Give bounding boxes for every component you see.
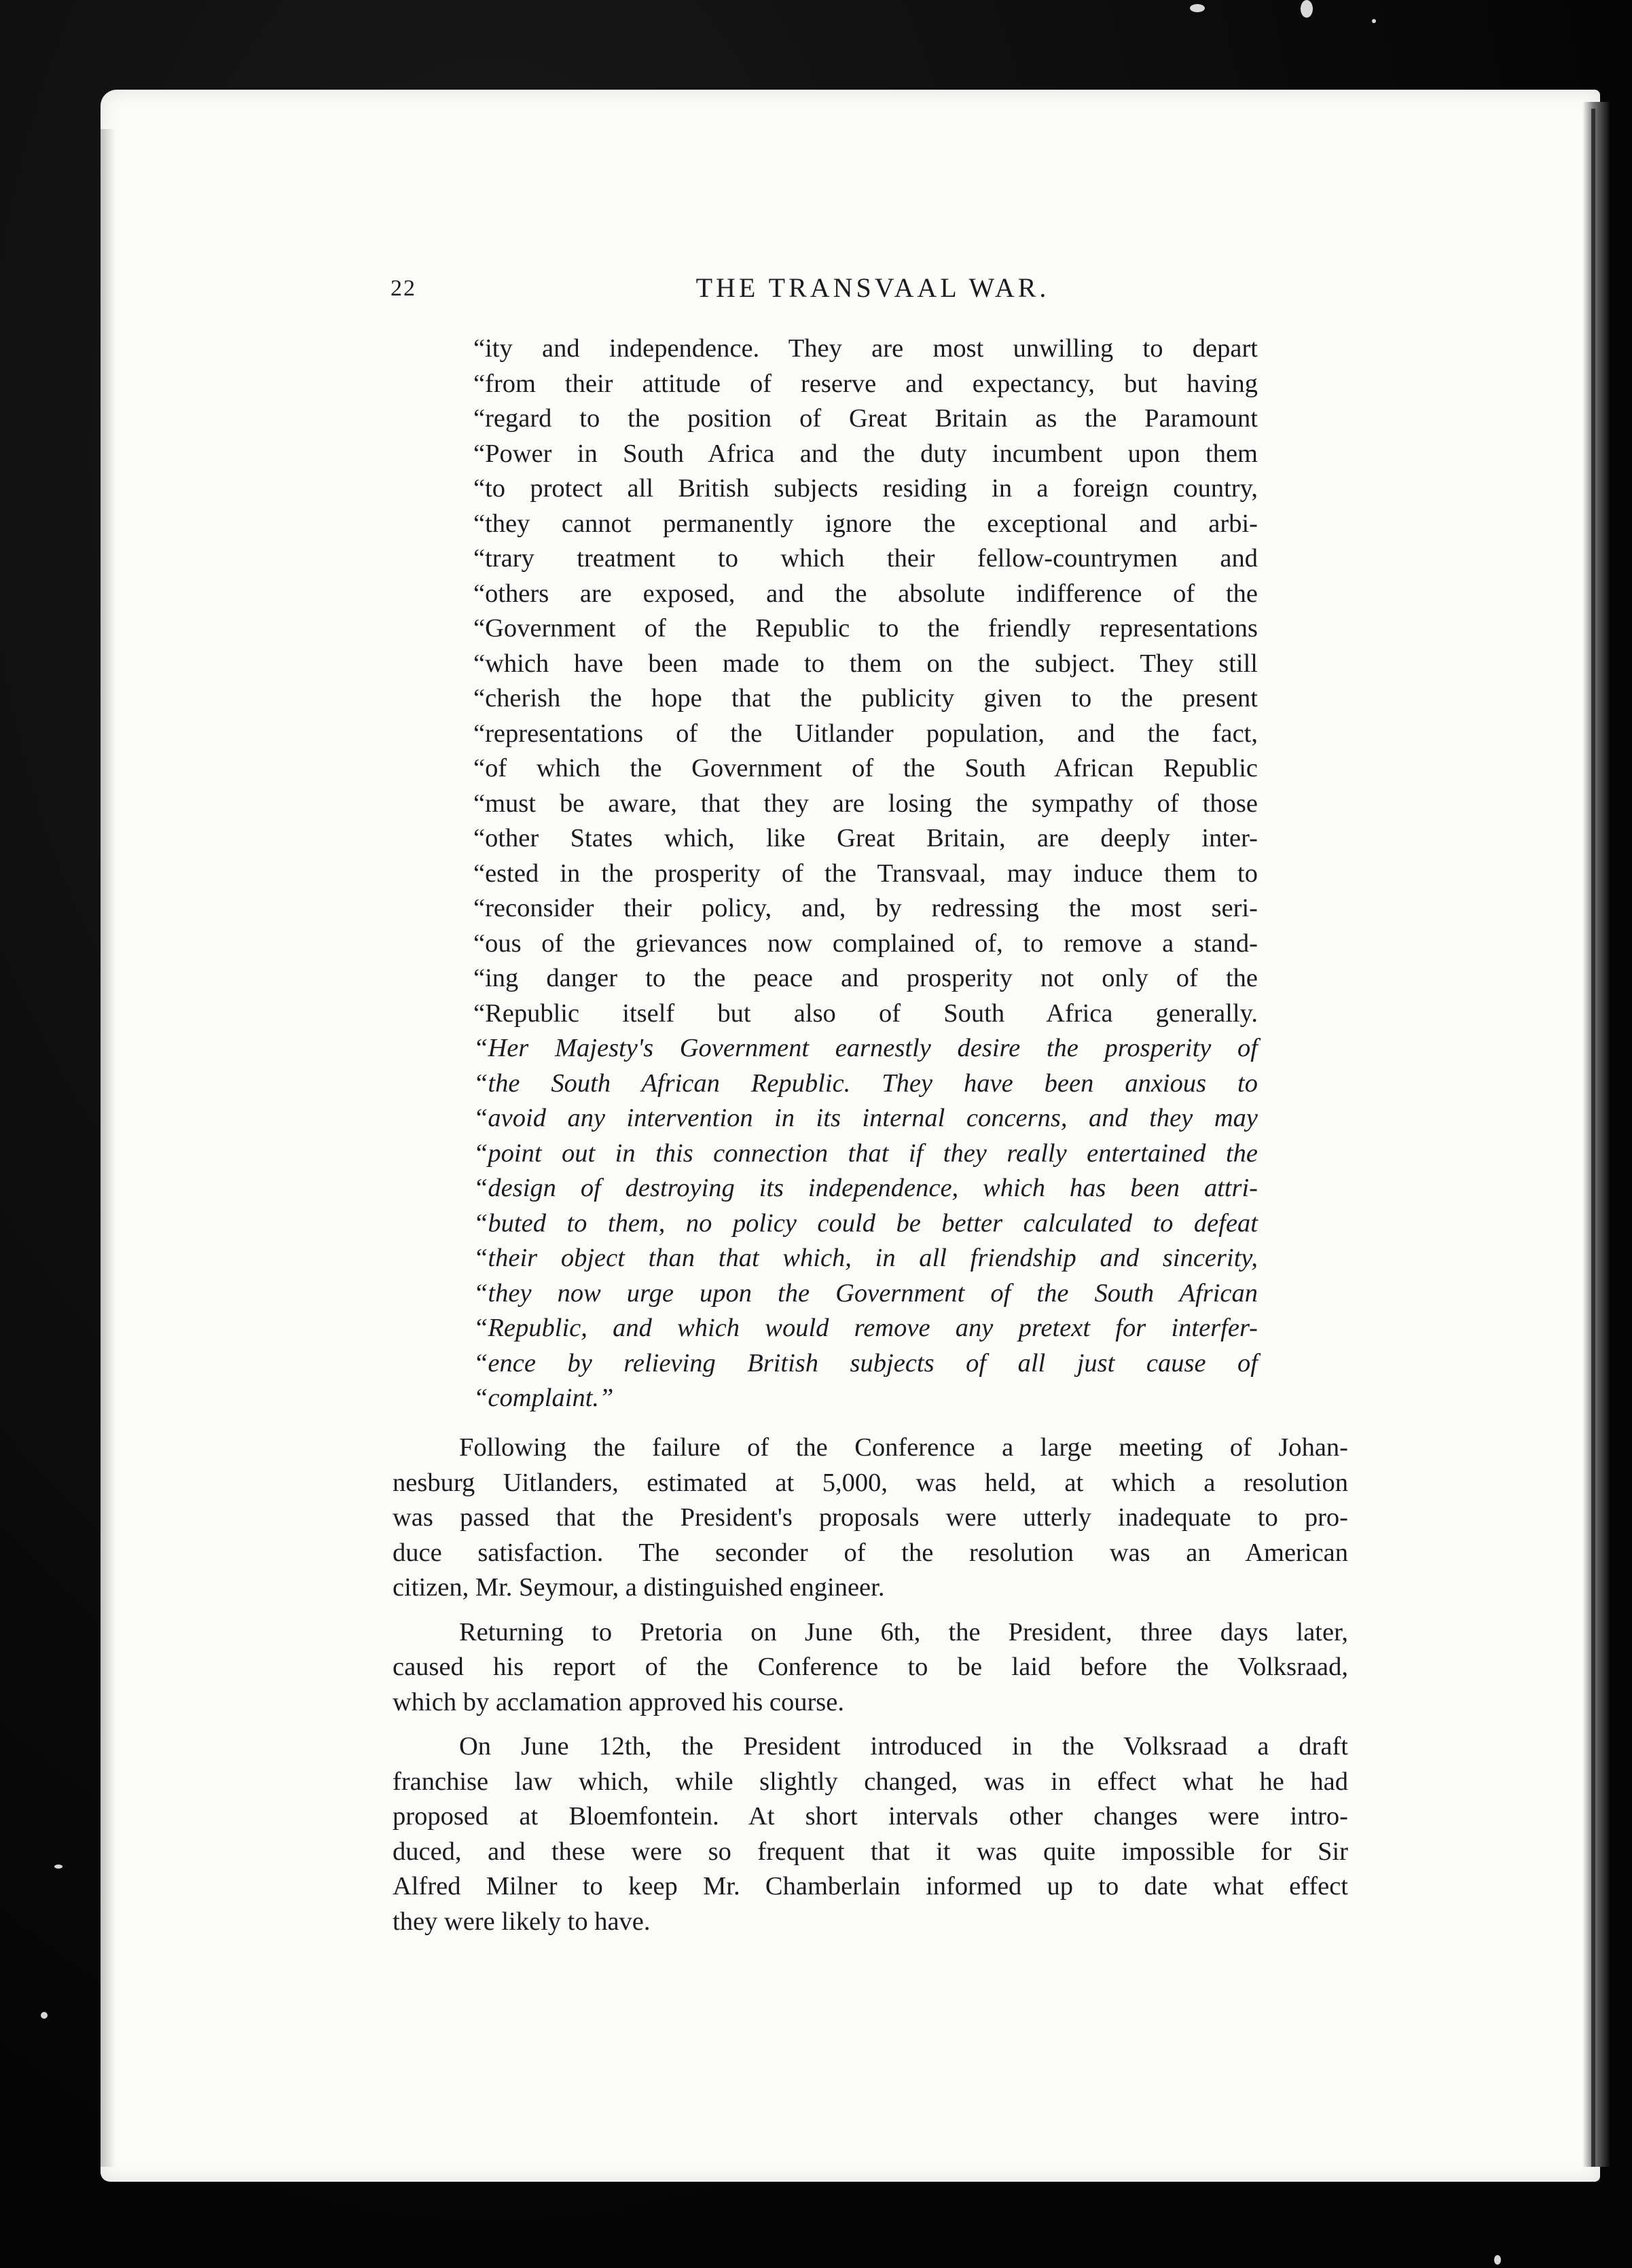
paragraph-line: was passed that the President's proposals were utterly inadequate to pro- — [393, 1503, 1348, 1532]
paragraph-franchise-law — [393, 1729, 1348, 1939]
quote-line: “must be aware, that they are losing the sympathy of those — [473, 789, 1258, 818]
paragraph-line: citizen, Mr. Seymour, a distinguished engineer. — [393, 1573, 885, 1602]
quote-italic-line: “Republic, and which would remove any pretext for interfer- — [473, 1314, 1258, 1342]
paragraph-line: Alfred Milner to keep Mr. Chamberlain informed up to date what effect — [393, 1872, 1348, 1901]
quoted-despatch — [473, 331, 1258, 1416]
page-right-gutter — [1582, 102, 1610, 2167]
quote-line: “cherish the hope that the publicity given to the present — [473, 684, 1258, 713]
quote-italic-line: “Her Majesty's Government earnestly desire the prosperity of — [473, 1034, 1258, 1062]
paragraph-line: proposed at Bloemfontein. At short intervals other changes were intro- — [393, 1802, 1348, 1831]
quote-line: “ing danger to the peace and prosperity not only of the — [473, 964, 1258, 992]
quote-line: “ous of the grievances now complained of, to remove a stand- — [473, 929, 1258, 958]
paragraph-line: caused his report of the Conference to be laid before the Volksraad, — [393, 1653, 1348, 1681]
page-left-edge — [101, 129, 115, 2167]
paragraph-line: duce satisfaction. The seconder of the resolution was an American — [393, 1538, 1348, 1567]
quote-line: “ity and independence. They are most unwilling to depart — [473, 334, 1258, 363]
quote-italic-line: “ence by relieving British subjects of all just cause of — [473, 1348, 1258, 1378]
scan-speck — [54, 1865, 62, 1869]
scan-speck — [1372, 19, 1376, 23]
paragraph-conference-meeting — [393, 1430, 1348, 1606]
quote-line: “others are exposed, and the absolute indifference of the — [473, 579, 1258, 608]
quote-line: “Power in South Africa and the duty incumbent upon them — [473, 439, 1258, 468]
quote-line: “regard to the position of Great Britain as the Paramount — [473, 404, 1258, 433]
paragraph-return-to-pretoria — [393, 1615, 1348, 1721]
paragraph-line: franchise law which, while slightly changed, was in effect what he had — [393, 1767, 1348, 1796]
quote-line: “they cannot permanently ignore the exceptional and arbi- — [473, 509, 1258, 538]
quote-italic-line: “the South African Republic. They have been anxious to — [473, 1068, 1258, 1098]
quote-italic-line: “buted to them, no policy could be better calculated to defeat — [473, 1208, 1258, 1238]
quote-italic-line: “they now urge upon the Government of the South African — [473, 1278, 1258, 1308]
scan-speck — [1494, 2255, 1501, 2265]
quote-line: “reconsider their policy, and, by redressing the most seri- — [473, 894, 1258, 922]
page-header — [391, 272, 1355, 312]
paragraph-line: On June 12th, the President introduced in the Volksraad a draft — [459, 1732, 1348, 1761]
quote-italic-line: “avoid any intervention in its internal concerns, and they may — [473, 1104, 1258, 1132]
paragraph-line: nesburg Uitlanders, estimated at 5,000, was held, at which a resolution — [393, 1468, 1348, 1497]
quote-line: “ested in the prosperity of the Transvaal, may induce them to — [473, 859, 1258, 888]
quote-italic-line: “point out in this connection that if they really entertained the — [473, 1138, 1258, 1168]
running-title: THE TRANSVAAL WAR. — [695, 272, 1050, 303]
quote-line: “which have been made to them on the subject. They still — [473, 649, 1258, 678]
page-right-edge — [1591, 109, 1595, 2167]
quote-line: “to protect all British subjects residing in a foreign country, — [473, 474, 1258, 503]
paragraph-line: duced, and these were so frequent that it was quite impossible for Sir — [393, 1837, 1348, 1866]
quote-line: “trary treatment to which their fellow-countrymen and — [473, 544, 1258, 573]
quote-italic-line: “their object than that which, in all friendship and sincerity, — [473, 1244, 1258, 1272]
paragraph-line: which by acclamation approved his course. — [393, 1687, 844, 1716]
paragraph-line: Following the failure of the Conference a large meeting of Johan- — [459, 1433, 1348, 1462]
quote-italic-line: “design of destroying its independence, which has been attri- — [473, 1174, 1258, 1202]
quote-line: “other States which, like Great Britain, are deeply inter- — [473, 824, 1258, 852]
body-text — [393, 1430, 1348, 1949]
page-number: 22 — [391, 276, 416, 301]
paragraph-line: Returning to Pretoria on June 6th, the President, three days later, — [459, 1617, 1348, 1646]
quote-line: “Republic itself but also of South Africa generally. — [473, 998, 1258, 1028]
quote-line: “Government of the Republic to the friendly representations — [473, 614, 1258, 643]
quote-line: “representations of the Uitlander population, and the fact, — [473, 719, 1258, 748]
scan-speck — [1301, 0, 1313, 18]
quote-line: “of which the Government of the South African Republic — [473, 754, 1258, 782]
quote-line: “from their attitude of reserve and expectancy, but having — [473, 369, 1258, 398]
paragraph-line: they were likely to have. — [393, 1907, 651, 1936]
scan-speck — [41, 2012, 48, 2019]
quote-italic-line: “complaint.” — [473, 1384, 614, 1412]
scan-speck — [1190, 4, 1205, 12]
